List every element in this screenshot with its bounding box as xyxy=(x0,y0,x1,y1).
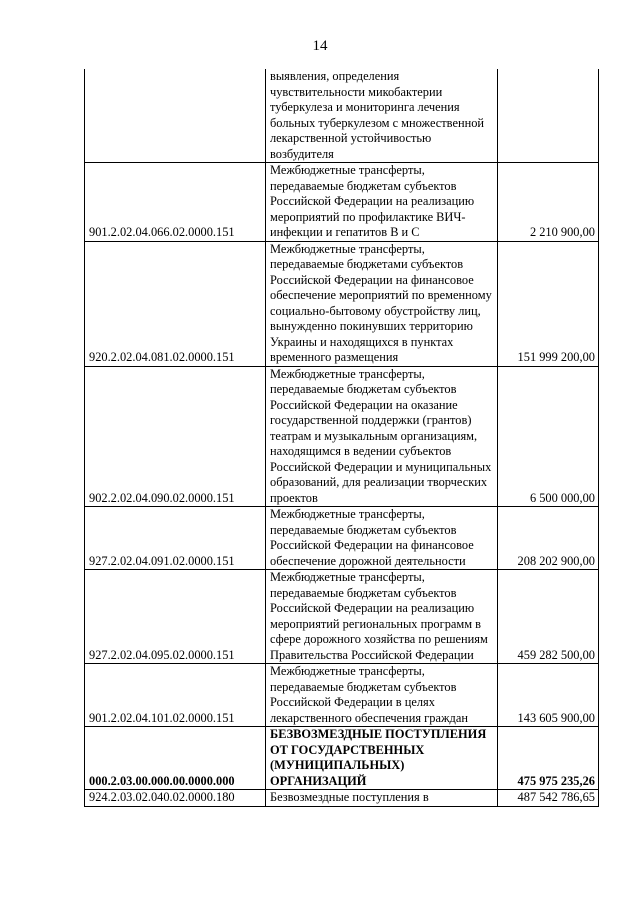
row-sum: 143 605 900,00 xyxy=(498,664,599,727)
row-name: Межбюджетные трансферты, передаваемые бюджетам субъектов Российской Федерации на финансовое обеспечение дорожной деятельности xyxy=(266,507,498,570)
row-code: 901.2.02.04.066.02.0000.151 xyxy=(85,163,266,242)
row-code: 924.2.03.02.040.02.0000.180 xyxy=(85,790,266,807)
row-sum: 6 500 000,00 xyxy=(498,366,599,507)
table-row xyxy=(85,507,599,570)
row-code xyxy=(85,69,266,163)
table-row-section-total xyxy=(85,727,599,790)
row-code: 927.2.02.04.095.02.0000.151 xyxy=(85,570,266,664)
row-name: БЕЗВОЗМЕЗДНЫЕ ПОСТУПЛЕНИЯ ОТ ГОСУДАРСТВЕННЫХ (МУНИЦИПАЛЬНЫХ) ОРГАНИЗАЦИЙ xyxy=(266,727,498,790)
row-code: 000.2.03.00.000.00.0000.000 xyxy=(85,727,266,790)
row-sum: 151 999 200,00 xyxy=(498,241,599,366)
row-name: Межбюджетные трансферты, передаваемые бюджетам субъектов Российской Федерации в целях лекарственного обеспечения граждан xyxy=(266,664,498,727)
revenue-table xyxy=(84,69,599,807)
row-code: 927.2.02.04.091.02.0000.151 xyxy=(85,507,266,570)
row-name: Межбюджетные трансферты, передаваемые бюджетами субъектов Российской Федерации на финансовое обеспечение мероприятий по временному социально-бытовому обустройству лиц, вынужденно покинувших территорию Украины и находящихся в пунктах временного размещения xyxy=(266,241,498,366)
table-row xyxy=(85,163,599,242)
row-name: Безвозмездные поступления в xyxy=(266,790,498,807)
row-sum: 2 210 900,00 xyxy=(498,163,599,242)
row-name: Межбюджетные трансферты, передаваемые бюджетам субъектов Российской Федерации на оказание государственной поддержки (грантов) театрам и музыкальным организациям, находящимся в ведении субъектов Российской Федерации и муниципальных образований, для реализации творческих проектов xyxy=(266,366,498,507)
table-row xyxy=(85,790,599,807)
row-name: Межбюджетные трансферты, передаваемые бюджетам субъектов Российской Федерации на реализацию мероприятий по профилактике ВИЧ-инфекции и гепатитов В и С xyxy=(266,163,498,242)
table-row xyxy=(85,570,599,664)
table-row xyxy=(85,69,599,163)
row-sum xyxy=(498,69,599,163)
row-sum: 475 975 235,26 xyxy=(498,727,599,790)
row-name: Межбюджетные трансферты, передаваемые бюджетам субъектов Российской Федерации на реализацию мероприятий региональных программ в сфере дорожного хозяйства по решениям Правительства Российской Федерации xyxy=(266,570,498,664)
row-sum: 487 542 786,65 xyxy=(498,790,599,807)
row-code: 902.2.02.04.090.02.0000.151 xyxy=(85,366,266,507)
row-code: 920.2.02.04.081.02.0000.151 xyxy=(85,241,266,366)
row-sum: 208 202 900,00 xyxy=(498,507,599,570)
table-row xyxy=(85,241,599,366)
row-code: 901.2.02.04.101.02.0000.151 xyxy=(85,664,266,727)
table-row xyxy=(85,366,599,507)
row-name: выявления, определения чувствительности микобактерии туберкулеза и мониторинга лечения больных туберкулезом с множественной лекарственной устойчивостью возбудителя xyxy=(266,69,498,163)
row-sum: 459 282 500,00 xyxy=(498,570,599,664)
table-row xyxy=(85,664,599,727)
page-number: 14 xyxy=(312,38,328,54)
